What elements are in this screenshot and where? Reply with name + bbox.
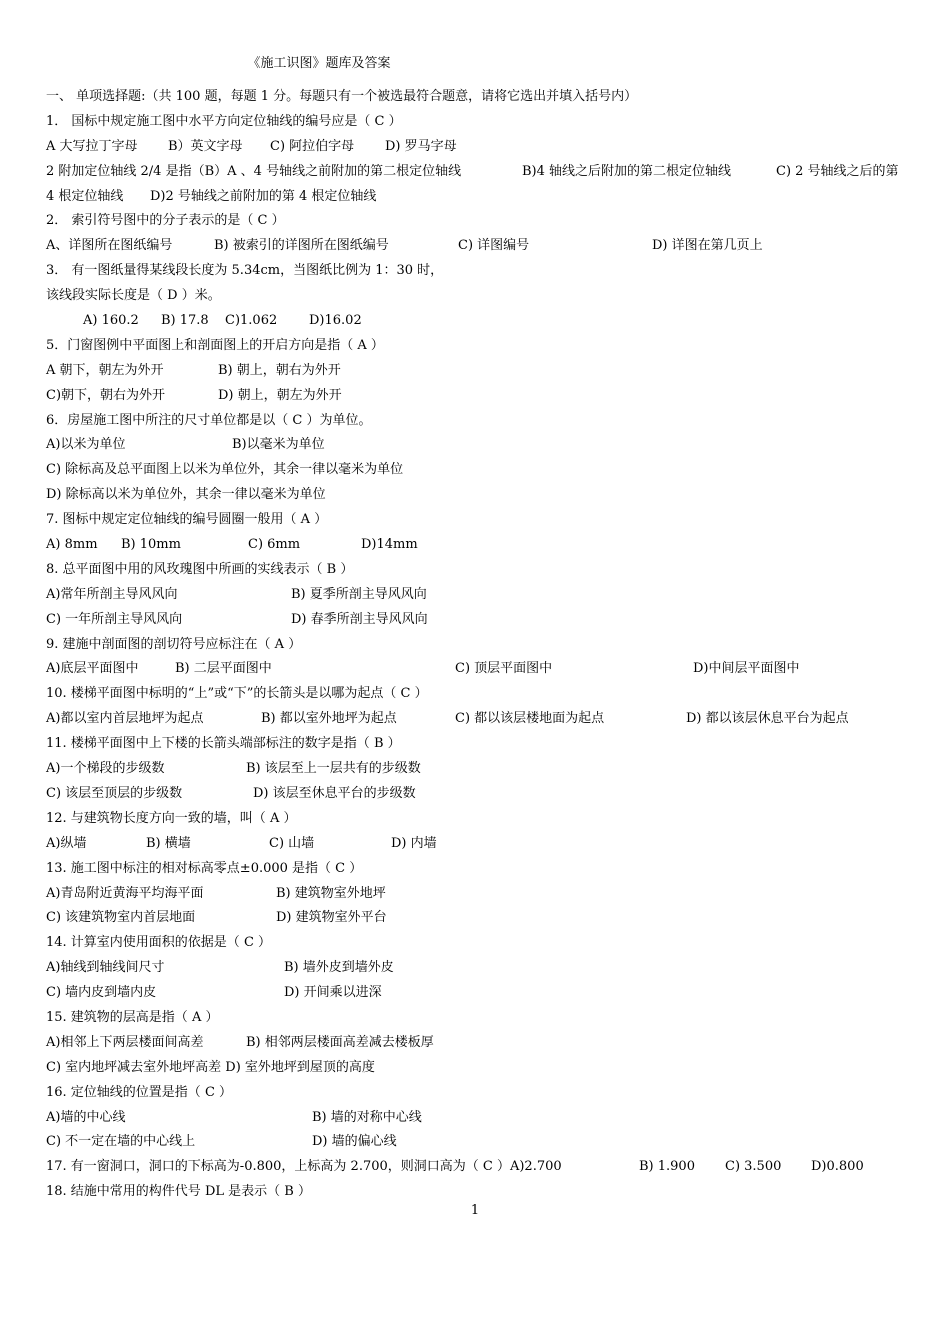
text-segment: D)2 号轴线之前附加的第 4 根定位轴线	[150, 188, 377, 204]
text-segment: A、详图所在图纸编号	[46, 238, 173, 254]
text-line	[46, 1081, 916, 1106]
text-line	[46, 682, 916, 707]
text-line	[46, 110, 916, 135]
text-line	[46, 1155, 916, 1180]
text-line	[46, 707, 916, 732]
text-segment: C) 该层至顶层的步级数	[46, 785, 183, 801]
text-segment: D) 建筑物室外平台	[276, 910, 387, 926]
text-line	[46, 533, 916, 558]
text-segment: 7. 图标中规定定位轴线的编号圆圈一般用（ A ）	[46, 512, 328, 528]
text-segment: A) 160.2	[83, 313, 139, 329]
text-segment: 17. 有一窗洞口，洞口的下标高为-0.800，上标高为 2.700，则洞口高为（ C ）A)2.700	[46, 1159, 562, 1175]
text-segment: A)都以室内首层地坪为起点	[46, 711, 204, 727]
text-line	[46, 185, 916, 210]
text-line	[46, 832, 916, 857]
text-segment: C) 详图编号	[458, 238, 530, 254]
text-line	[46, 981, 916, 1006]
text-segment: B) 相邻两层楼面高差减去楼板厚	[246, 1034, 434, 1050]
text-segment: B) 建筑物室外地坪	[276, 885, 386, 901]
text-line	[46, 409, 916, 434]
text-segment: B) 10mm	[121, 537, 181, 553]
text-segment: 14. 计算室内使用面积的依据是（ C ）	[46, 935, 272, 951]
page-number: 1	[470, 1203, 480, 1218]
text-line	[46, 956, 916, 981]
text-line	[46, 633, 916, 658]
text-segment: C) 除标高及总平面图上以米为单位外，其余一律以毫米为单位	[46, 462, 404, 478]
text-segment: B) 1.900	[639, 1159, 695, 1175]
text-segment: 9. 建施中剖面图的剖切符号应标注在（ A ）	[46, 636, 302, 652]
text-line	[46, 1180, 916, 1205]
text-line	[46, 1056, 916, 1081]
text-line	[46, 807, 916, 832]
text-segment: C)1.062	[225, 313, 278, 329]
text-segment: D) 春季所剖主导风风向	[291, 611, 428, 627]
question-list	[46, 85, 916, 1205]
text-segment: 11. 楼梯平面图中上下楼的长箭头端部标注的数字是指（ B ）	[46, 736, 401, 752]
text-line	[46, 483, 916, 508]
text-segment: 3． 有一图纸量得某线段长度为 5.34cm，当图纸比例为 1：30 时，	[46, 263, 444, 279]
text-segment: A)以米为单位	[46, 437, 126, 453]
text-segment: A)青岛附近黄海平均海平面	[46, 885, 204, 901]
text-segment: B) 墙的对称中心线	[312, 1109, 422, 1125]
text-segment: C) 不一定在墙的中心线上	[46, 1134, 196, 1150]
text-segment: A)纵墙	[46, 835, 87, 851]
text-segment: D) 都以该层休息平台为起点	[686, 711, 849, 727]
text-segment: C) 都以该层楼地面为起点	[455, 711, 605, 727]
text-line	[46, 209, 916, 234]
text-line	[46, 757, 916, 782]
text-segment: D)0.800	[811, 1159, 864, 1175]
text-segment: A)墙的中心线	[46, 1109, 126, 1125]
text-segment: A)相邻上下两层楼面间高差	[46, 1034, 204, 1050]
text-line	[46, 458, 916, 483]
text-segment: C)朝下，朝右为外开	[46, 387, 166, 403]
text-line	[46, 782, 916, 807]
text-segment: D) 该层至休息平台的步级数	[253, 785, 416, 801]
text-segment: 8. 总平面图中用的风玫瑰图中所画的实线表示（ B ）	[46, 561, 354, 577]
text-segment: B) 朝上，朝右为外开	[218, 362, 341, 378]
text-segment: 1． 国标中规定施工图中水平方向定位轴线的编号应是（ C ）	[46, 113, 402, 129]
text-segment: D)16.02	[309, 313, 362, 329]
text-line	[46, 284, 916, 309]
text-segment: B) 该层至上一层共有的步级数	[246, 761, 421, 777]
text-line	[46, 857, 916, 882]
text-segment: D) 罗马字母	[385, 138, 457, 154]
text-line	[46, 906, 916, 931]
text-segment: 一、 单项选择题:（共 100 题，每题 1 分。每题只有一个被选最符合题意，请将它选出并填入括号内）	[46, 89, 638, 104]
text-segment: D) 详图在第几页上	[652, 238, 763, 254]
text-segment: D) 朝上，朝左为外开	[218, 387, 342, 403]
text-segment: B) 17.8	[161, 313, 209, 329]
text-segment: B) 被索引的详图所在图纸编号	[214, 238, 389, 254]
text-segment: 16. 定位轴线的位置是指（ C ）	[46, 1084, 233, 1100]
text-segment: D) 开间乘以进深	[284, 985, 382, 1001]
text-line	[46, 384, 916, 409]
text-segment: C) 墙内皮到墙内皮	[46, 985, 157, 1001]
text-line	[46, 882, 916, 907]
text-segment: C) 2 号轴线之后的第	[776, 163, 899, 179]
text-segment: A)轴线到轴线间尺寸	[46, 960, 165, 976]
text-line	[46, 135, 916, 160]
text-segment: C) 室内地坪减去室外地坪高差 D) 室外地坪到屋顶的高度	[46, 1059, 375, 1075]
text-segment: A)一个梯段的步级数	[46, 761, 165, 777]
text-segment: B) 横墙	[146, 835, 191, 851]
text-segment: 18. 结施中常用的构件代号 DL 是表示（ B ）	[46, 1184, 311, 1200]
text-segment: D)14mm	[361, 537, 418, 553]
text-line	[46, 1130, 916, 1155]
text-segment: B) 都以室外地坪为起点	[261, 711, 397, 727]
text-line	[46, 309, 916, 334]
text-line	[46, 234, 916, 259]
text-segment: C) 顶层平面图中	[455, 661, 553, 677]
text-segment: A)常年所剖主导风风向	[46, 586, 178, 602]
text-segment: B)以毫米为单位	[232, 437, 325, 453]
text-segment: 13. 施工图中标注的相对标高零点±0.000 是指（ C ）	[46, 860, 363, 876]
text-segment: 6．房屋施工图中所注的尺寸单位都是以（ C ）为单位。	[46, 412, 372, 428]
text-segment: 12. 与建筑物长度方向一致的墙，叫（ A ）	[46, 810, 297, 826]
text-segment: B) 二层平面图中	[175, 661, 272, 677]
text-line	[46, 583, 916, 608]
text-line	[46, 608, 916, 633]
text-line	[46, 1106, 916, 1131]
text-line	[46, 259, 916, 284]
text-segment: A) 8mm	[46, 537, 98, 553]
text-line	[46, 359, 916, 384]
text-segment: D) 除标高以米为单位外，其余一律以毫米为单位	[46, 487, 326, 503]
text-segment: C) 该建筑物室内首层地面	[46, 910, 196, 926]
text-segment: B) 墙外皮到墙外皮	[284, 960, 394, 976]
text-segment: C) 一年所剖主导风风向	[46, 611, 183, 627]
text-line	[46, 931, 916, 956]
text-line	[46, 1006, 916, 1031]
text-line	[46, 334, 916, 359]
text-segment: 2． 索引符号图中的分子表示的是（ C ）	[46, 213, 285, 229]
document-title	[0, 52, 950, 71]
text-segment: 4 根定位轴线	[46, 188, 124, 204]
text-line	[46, 558, 916, 583]
text-segment: D) 墙的偏心线	[312, 1134, 397, 1150]
text-line	[46, 657, 916, 682]
text-segment: C) 山墙	[269, 835, 315, 851]
text-segment: C) 阿拉伯字母	[270, 138, 355, 154]
text-segment: D) 内墙	[391, 835, 437, 851]
text-segment: 2 附加定位轴线 2/4 是指（B）A 、4 号轴线之前附加的第二根定位轴线	[46, 163, 462, 179]
text-segment: A 朝下，朝左为外开	[46, 362, 164, 378]
text-segment: B) 夏季所剖主导风风向	[291, 586, 427, 602]
text-segment: C) 3.500	[725, 1159, 782, 1175]
text-line	[46, 433, 916, 458]
text-segment: A 大写拉丁字母	[46, 138, 138, 154]
text-line	[46, 732, 916, 757]
text-segment: C) 6mm	[248, 537, 301, 553]
text-line	[46, 160, 916, 185]
text-segment: 5．门窗图例中平面图上和剖面图上的开启方向是指（ A ）	[46, 337, 384, 353]
text-line	[46, 85, 916, 110]
text-line	[46, 508, 916, 533]
document-title-text: 《施工识图》题库及答案	[247, 56, 391, 71]
text-segment: B）英文字母	[168, 138, 243, 154]
text-segment: 10. 楼梯平面图中标明的“上”或“下”的长箭头是以哪为起点（ C ）	[46, 686, 428, 702]
text-segment: A)底层平面图中	[46, 661, 139, 677]
text-segment: B)4 轴线之后附加的第二根定位轴线	[522, 163, 732, 179]
text-segment: 该线段实际长度是（ D ）米。	[46, 288, 221, 304]
text-segment: 15. 建筑物的层高是指（ A ）	[46, 1009, 219, 1025]
text-segment: D)中间层平面图中	[693, 661, 800, 677]
text-line	[46, 1031, 916, 1056]
